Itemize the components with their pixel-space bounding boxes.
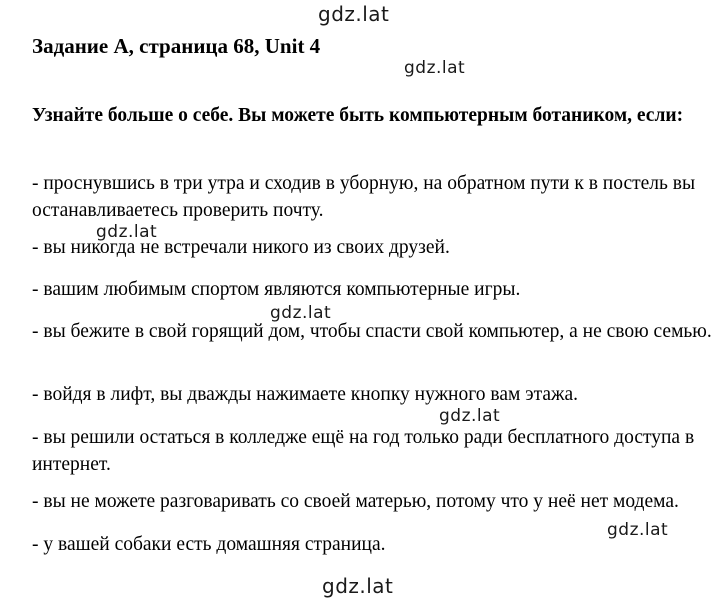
- list-item: - вы никогда не встречали никого из своих друзей.: [32, 237, 450, 258]
- list-item: - вы бежите в свой горящий дом, чтобы спасти свой компьютер, а не свою семью.: [32, 321, 712, 342]
- list-item: - вы не можете разговаривать со своей матерью, потому что у неё нет модема.: [32, 491, 679, 512]
- watermark-item: gdz.lat: [439, 406, 501, 426]
- page-title: Задание A, страница 68, Unit 4: [32, 34, 321, 58]
- watermark-item: gdz.lat: [96, 222, 158, 242]
- list-item: - вы решили остаться в колледже ещё на год только ради бесплатного доступа в интернет.: [32, 427, 695, 475]
- watermark-bottom: gdz.lat: [322, 574, 394, 598]
- watermark-top: gdz.lat: [318, 2, 390, 26]
- watermark-header: gdz.lat: [404, 58, 466, 78]
- list-item: - войдя в лифт, вы дважды нажимаете кнопку нужного вам этажа.: [32, 384, 578, 405]
- list-item: - вашим любимым спортом являются компьютерные игры.: [32, 279, 521, 300]
- watermark-item: gdz.lat: [270, 303, 332, 323]
- list-item: - у вашей собаки есть домашняя страница.: [32, 534, 386, 555]
- watermark-item: gdz.lat: [607, 520, 669, 540]
- list-item: - проснувшись в три утра и сходив в уборную, на обратном пути к в постель вы останавливаетесь проверить почту.: [32, 173, 696, 221]
- lead-paragraph: Узнайте больше о себе. Вы можете быть компьютерным ботаником, если:: [32, 105, 684, 126]
